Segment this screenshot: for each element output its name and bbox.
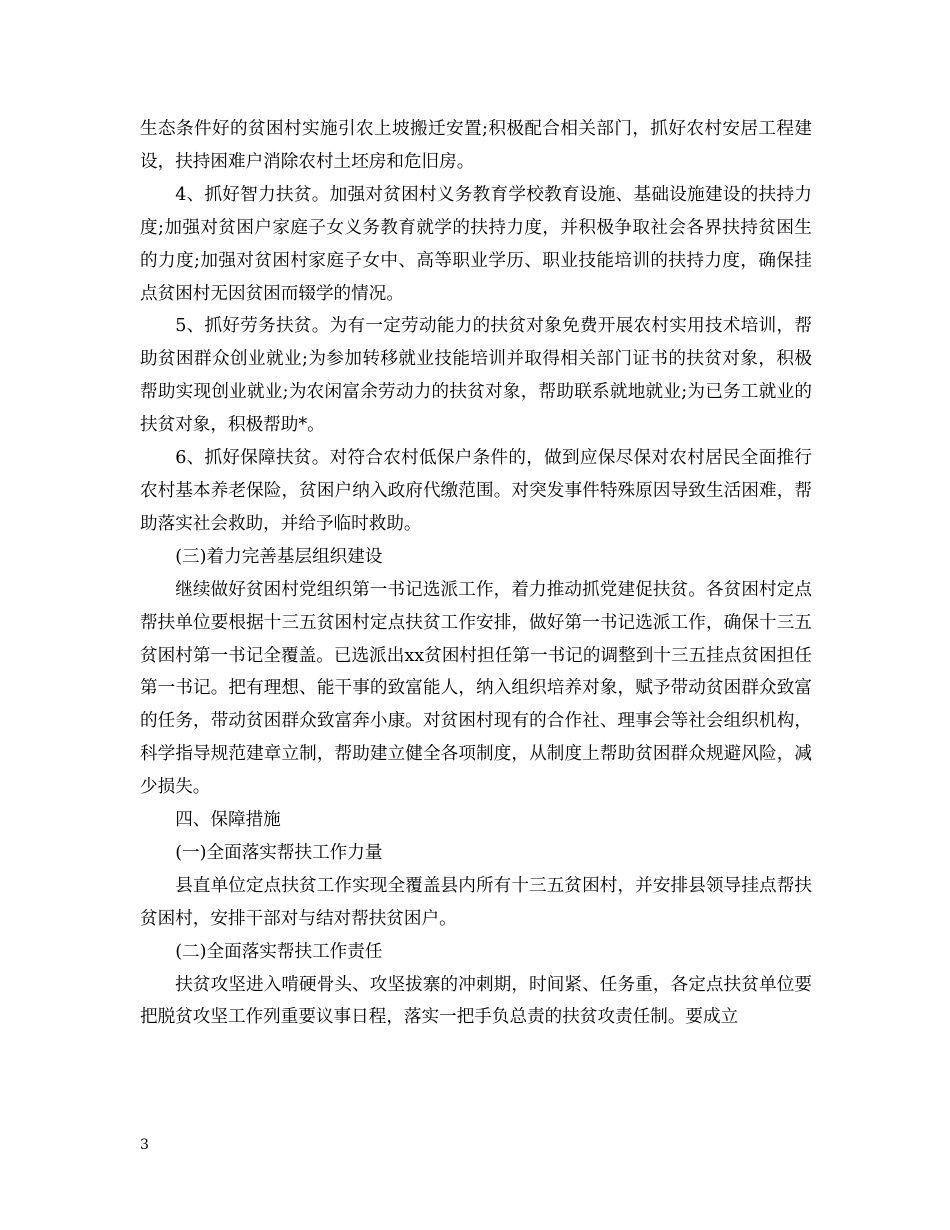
paragraph-poverty-battle: 扶贫攻坚进入啃硬骨头、攻坚拔寨的冲刺期，时间紧、任务重，各定点扶贫单位要把脱贫攻坚工作列重要议事日程，落实一把手负总责的扶贫攻责任制。要成立 [140, 974, 812, 1028]
heading-safeguard-measures: 四、保障措施 [175, 810, 281, 831]
paragraph-intellectual-poverty-alleviation: 4、抓好智力扶贫。加强对贫困村义务教育学校教育设施、基础设施建设的扶持力度;加强对贫困户家庭子女义务教育就学的扶持力度，并积极争取社会各界扶持贫困生的力度;加强对贫困村家庭子女中、高等职业学历、职业技能培训的扶持力度，确保挂点贫困村无因贫困而辍学的情况。 [140, 184, 812, 304]
paragraph-security-poverty-alleviation: 6、抓好保障扶贫。对符合农村低保户条件的，做到应保尽保对农村居民全面推行农村基本养老保险，贫困户纳入政府代缴范围。对突发事件特殊原因导致生活困难，帮助落实社会救助，并给予临时救助。 [140, 448, 812, 534]
document-body [140, 113, 812, 1034]
paragraph-county-units: 县直单位定点扶贫工作实现全覆盖县内所有十三五贫困村，并安排县领导挂点帮扶贫困村，安排干部对与结对帮扶贫困户。 [140, 875, 812, 929]
paragraph-continuation: 生态条件好的贫困村实施引农上坡搬迁安置;积极配合相关部门，抓好农村安居工程建设，扶持困难户消除农村土坯房和危旧房。 [140, 119, 812, 172]
paragraph-labor-poverty-alleviation: 5、抓好劳务扶贫。为有一定劳动能力的扶贫对象免费开展农村实用技术培训，帮助贫困群众创业就业;为参加转移就业技能培训并取得相关部门证书的扶贫对象，积极帮助实现创业就业;为农闲富余劳动力的扶贫对象，帮助联系就地就业;为已务工就业的扶贫对象，积极帮助*。 [140, 316, 812, 436]
paragraph-first-secretary: 继续做好贫困村党组织第一书记选派工作，着力推动抓党建促扶贫。各贫困村定点帮扶单位要根据十三五贫困村定点扶贫工作安排，做好第一书记选派工作，确保十三五贫困村第一书记全覆盖。已选派出xx贫困村担任第一书记的调整到十三五挂点贫困担任第一书记。把有理想、能干事的致富能人，纳入组织培养对象，赋予带动贫困群众致富的任务，带动贫困群众致富奔小康。对贫困村现有的合作社、理事会等社会组织机构，科学指导规范建章立制，帮助建立健全各项制度，从制度上帮助贫困群众规避风险，减少损失。 [140, 579, 812, 798]
heading-assistance-force: (一)全面落实帮扶工作力量 [175, 842, 383, 863]
heading-assistance-responsibility: (二)全面落实帮扶工作责任 [175, 941, 383, 962]
heading-grassroots-organization: (三)着力完善基层组织建设 [175, 546, 383, 567]
page-number: 3 [140, 1137, 149, 1153]
